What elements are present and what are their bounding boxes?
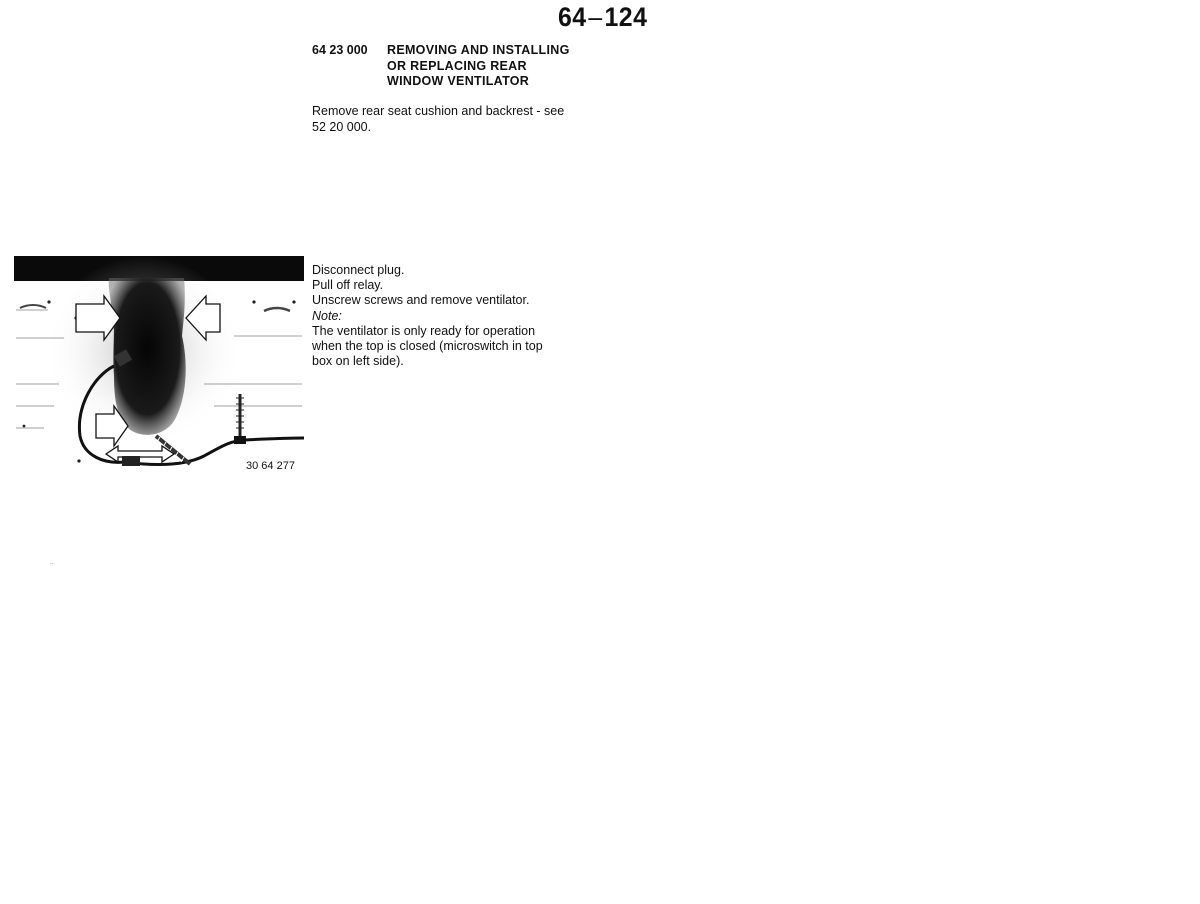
note-label: Note:	[312, 308, 342, 323]
section-title-line: WINDOW VENTILATOR	[387, 74, 530, 88]
note-line: The ventilator is only ready for operation	[312, 323, 536, 338]
ventilator-photo-icon	[14, 256, 304, 482]
instructions-block	[312, 263, 543, 369]
page-number	[558, 2, 647, 33]
page-number-major: 64	[558, 2, 587, 32]
instruction-step: Disconnect plug.	[312, 263, 405, 277]
instruction-step: Pull off relay.	[312, 278, 384, 293]
instruction-step: Unscrew screws and remove ventilator.	[312, 293, 530, 308]
intro-line: Remove rear seat cushion and backrest - see	[312, 104, 565, 118]
intro-paragraph	[312, 104, 602, 135]
section-title-line: REMOVING AND INSTALLING	[387, 43, 570, 57]
plug-connector	[122, 456, 140, 466]
intro-line: 52 20 000.	[312, 119, 372, 134]
figure-code: 30 64 277	[246, 460, 295, 472]
note-line: box on left side).	[312, 354, 404, 369]
section-title	[387, 43, 570, 90]
stray-mark: ..	[50, 560, 54, 566]
page-number-minor: 124	[604, 2, 648, 32]
page-number-dash: –	[588, 2, 603, 32]
ventilator-photo-figure	[14, 256, 304, 482]
note-line: when the top is closed (microswitch in top	[312, 339, 543, 354]
section-title-line: OR REPLACING REAR	[387, 58, 527, 73]
section-code: 64 23 000	[312, 43, 368, 57]
